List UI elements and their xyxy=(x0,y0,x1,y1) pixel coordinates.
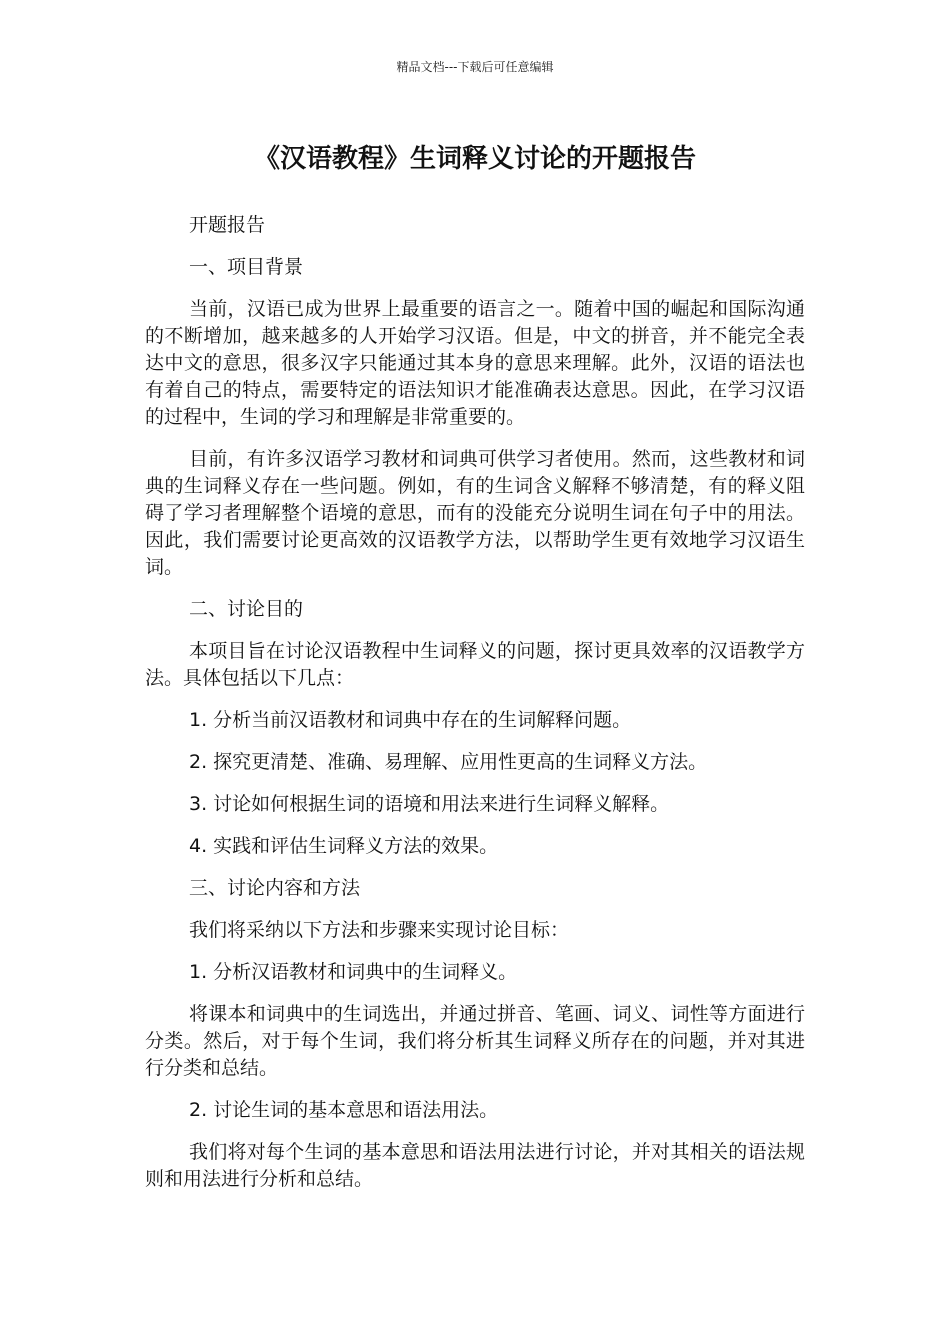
paragraph-method-1: 将课本和词典中的生词选出，并通过拼音、笔画、词义、词性等方面进行分类。然后，对于每个生词，我们将分析其生词释义所存在的问题，并对其进行分类和总结。 xyxy=(145,1003,805,1079)
list-item: 3. 讨论如何根据生词的语境和用法来进行生词释义解释。 xyxy=(189,793,670,815)
paragraph-purpose: 本项目旨在讨论汉语教程中生词释义的问题，探讨更具效率的汉语教学方法。具体包括以下几点： xyxy=(145,640,805,689)
paragraph-background-1: 当前，汉语已成为世界上最重要的语言之一。随着中国的崛起和国际沟通的不断增加，越来越多的人开始学习汉语。但是，中文的拼音，并不能完全表达中文的意思，很多汉字只能通过其本身的意思来理解。此外，汉语的语法也有着自己的特点，需要特定的语法知识才能准确表达意思。因此，在学习汉语的过程中，生词的学习和理解是非常重要的。 xyxy=(145,298,805,428)
section-heading-background: 一、项目背景 xyxy=(189,256,304,278)
section-heading-purpose: 二、讨论目的 xyxy=(189,598,304,620)
list-item: 2. 探究更清楚、准确、易理解、应用性更高的生词释义方法。 xyxy=(189,751,708,773)
paragraph-background-2: 目前，有许多汉语学习教材和词典可供学习者使用。然而，这些教材和词典的生词释义存在一些问题。例如，有的生词含义解释不够清楚，有的释义阻碍了学习者理解整个语境的意思，而有的没能充分说明生词在句子中的用法。因此，我们需要讨论更高效的汉语教学方法，以帮助学生更有效地学习汉语生词。 xyxy=(145,448,805,578)
header-note: 精品文档---下载后可任意编辑 xyxy=(396,60,554,74)
document-title: 《汉语教程》生词释义讨论的开题报告 xyxy=(253,144,696,174)
list-item: 1. 分析当前汉语教材和词典中存在的生词解释问题。 xyxy=(189,709,632,731)
section-heading-content-method: 三、讨论内容和方法 xyxy=(189,877,361,899)
paragraph-method-intro: 我们将采纳以下方法和步骤来实现讨论目标： xyxy=(189,919,570,941)
list-item: 1. 分析汉语教材和词典中的生词释义。 xyxy=(189,961,518,983)
list-item: 2. 讨论生词的基本意思和语法用法。 xyxy=(189,1099,499,1121)
document-body xyxy=(145,212,805,1208)
list-item: 4. 实践和评估生词释义方法的效果。 xyxy=(189,835,499,857)
paragraph-heading-report: 开题报告 xyxy=(189,214,266,236)
paragraph-method-2: 我们将对每个生词的基本意思和语法用法进行讨论，并对其相关的语法规则和用法进行分析和总结。 xyxy=(145,1141,805,1190)
